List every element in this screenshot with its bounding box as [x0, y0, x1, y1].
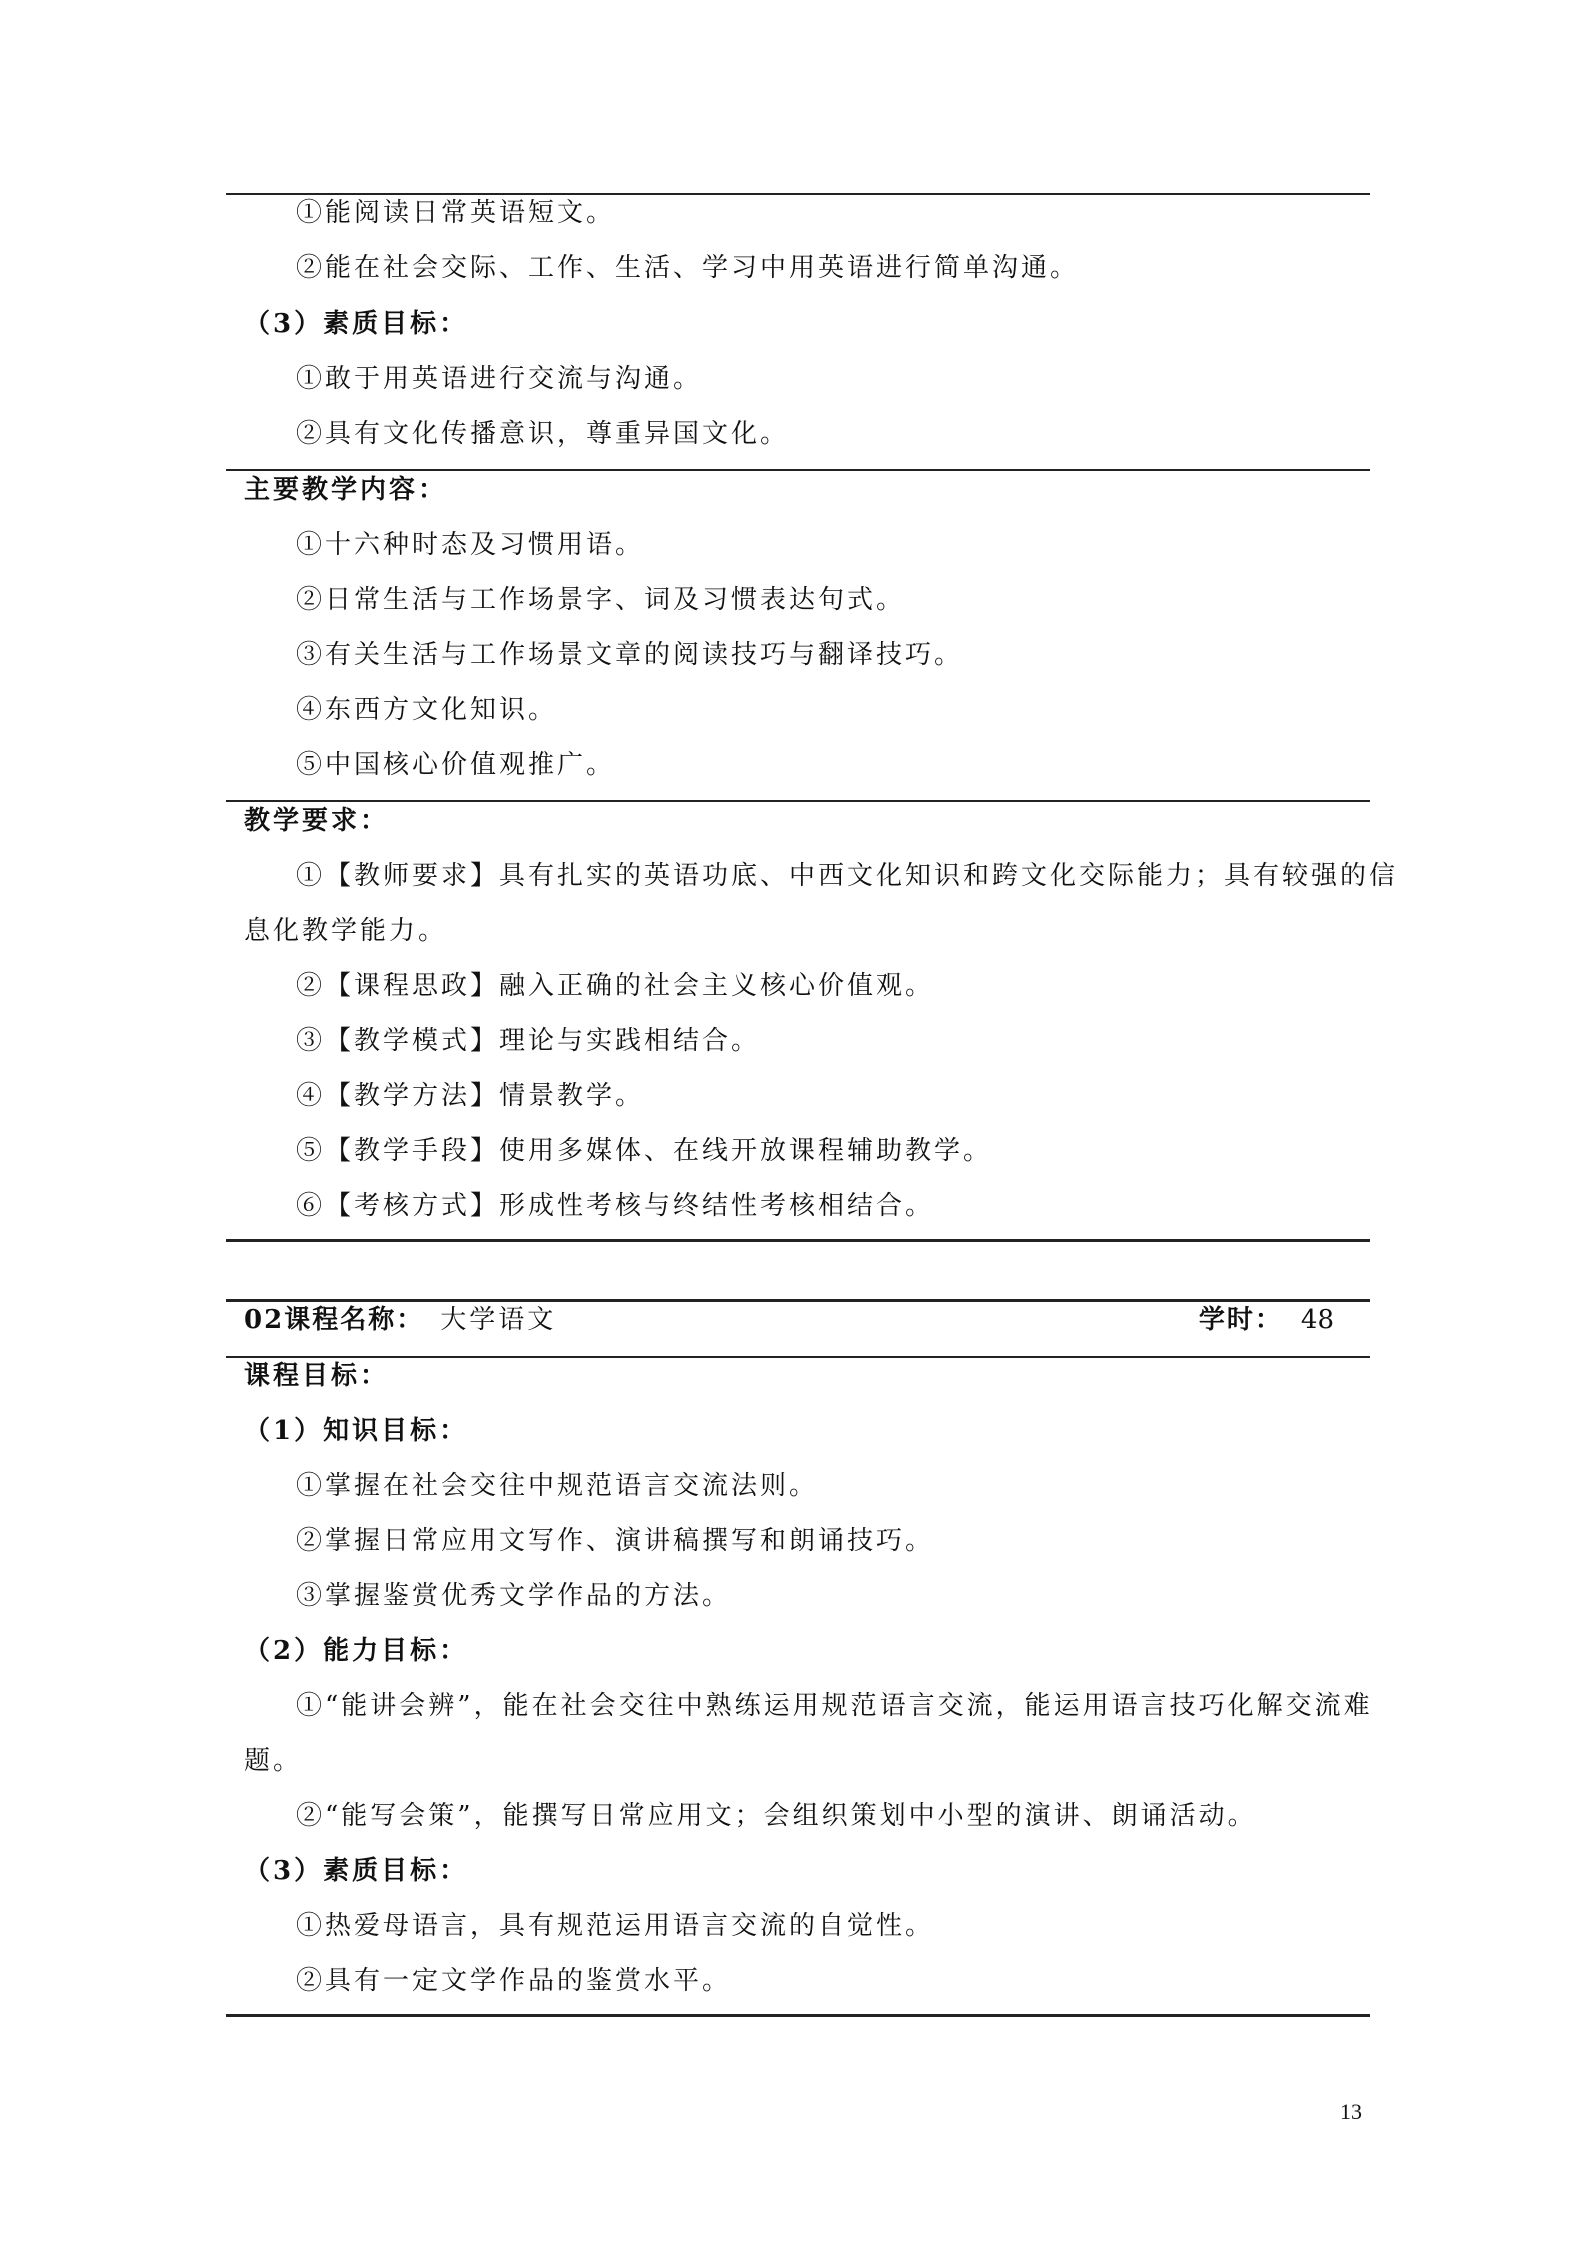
table-bottom-border	[226, 2014, 1370, 2017]
course-name-label: 课程名称：	[284, 1305, 425, 1335]
goals-heading: 课程目标：	[244, 1361, 390, 1391]
ability-line: ①“能讲会辨”，能在社会交往中熟练运用规范语言交流，能运用语言技巧化解交流难	[296, 1691, 1373, 1721]
knowledge-heading: （1）知识目标：	[244, 1416, 469, 1446]
content-line: ⑤中国核心价值观推广。	[296, 750, 616, 780]
requirement-line: ⑥【考核方式】形成性考核与终结性考核相结合。	[296, 1191, 935, 1221]
row-divider	[226, 1356, 1370, 1358]
table-bottom-border	[226, 1239, 1370, 1242]
row-divider	[226, 800, 1370, 802]
requirement-line-continued: 息化教学能力。	[244, 916, 448, 946]
content-line: ②日常生活与工作场景字、词及习惯表达句式。	[296, 585, 906, 615]
course-name-cell	[244, 1302, 556, 1338]
skill-line: ②能在社会交际、工作、生活、学习中用英语进行简单沟通。	[296, 253, 1080, 283]
quality-heading: （3）素质目标：	[244, 309, 469, 339]
requirement-line: ③【教学模式】理论与实践相结合。	[296, 1026, 761, 1056]
knowledge-line: ③掌握鉴赏优秀文学作品的方法。	[296, 1581, 732, 1611]
knowledge-line: ①掌握在社会交往中规范语言交流法则。	[296, 1471, 819, 1501]
quality-line: ②具有一定文学作品的鉴赏水平。	[296, 1966, 732, 1996]
content-heading: 主要教学内容：	[244, 475, 448, 505]
quality-line: ②具有文化传播意识，尊重异国文化。	[296, 419, 790, 449]
knowledge-line: ②掌握日常应用文写作、演讲稿撰写和朗诵技巧。	[296, 1526, 935, 1556]
requirement-line: ④【教学方法】情景教学。	[296, 1081, 645, 1111]
ability-line: ②“能写会策”，能撰写日常应用文；会组织策划中小型的演讲、朗诵活动。	[296, 1801, 1257, 1831]
requirement-line: ①【教师要求】具有扎实的英语功底、中西文化知识和跨文化交际能力；具有较强的信	[296, 861, 1399, 891]
course-number: 02	[244, 1305, 285, 1335]
hours-label: 学时：	[1198, 1305, 1283, 1335]
requirement-line: ⑤【教学手段】使用多媒体、在线开放课程辅助教学。	[296, 1136, 993, 1166]
content-line: ④东西方文化知识。	[296, 695, 558, 725]
ability-heading: （2）能力目标：	[244, 1636, 469, 1666]
requirements-heading: 教学要求：	[244, 806, 390, 836]
requirement-line: ②【课程思政】融入正确的社会主义核心价值观。	[296, 971, 935, 1001]
content-line: ③有关生活与工作场景文章的阅读技巧与翻译技巧。	[296, 640, 964, 670]
row-divider	[226, 469, 1370, 471]
course-name: 大学语文	[440, 1305, 557, 1335]
quality-line: ①敢于用英语进行交流与沟通。	[296, 364, 703, 394]
quality-line: ①热爱母语言，具有规范运用语言交流的自觉性。	[296, 1911, 935, 1941]
ability-line-continued: 题。	[244, 1746, 303, 1776]
course-header-row	[244, 1302, 1334, 1338]
hours-value: 48	[1300, 1305, 1334, 1335]
quality-heading: （3）素质目标：	[244, 1856, 469, 1886]
skill-line: ①能阅读日常英语短文。	[296, 198, 616, 228]
page-number: 13	[1340, 2099, 1362, 2124]
content-line: ①十六种时态及习惯用语。	[296, 530, 645, 560]
course-hours-cell	[1199, 1302, 1334, 1338]
